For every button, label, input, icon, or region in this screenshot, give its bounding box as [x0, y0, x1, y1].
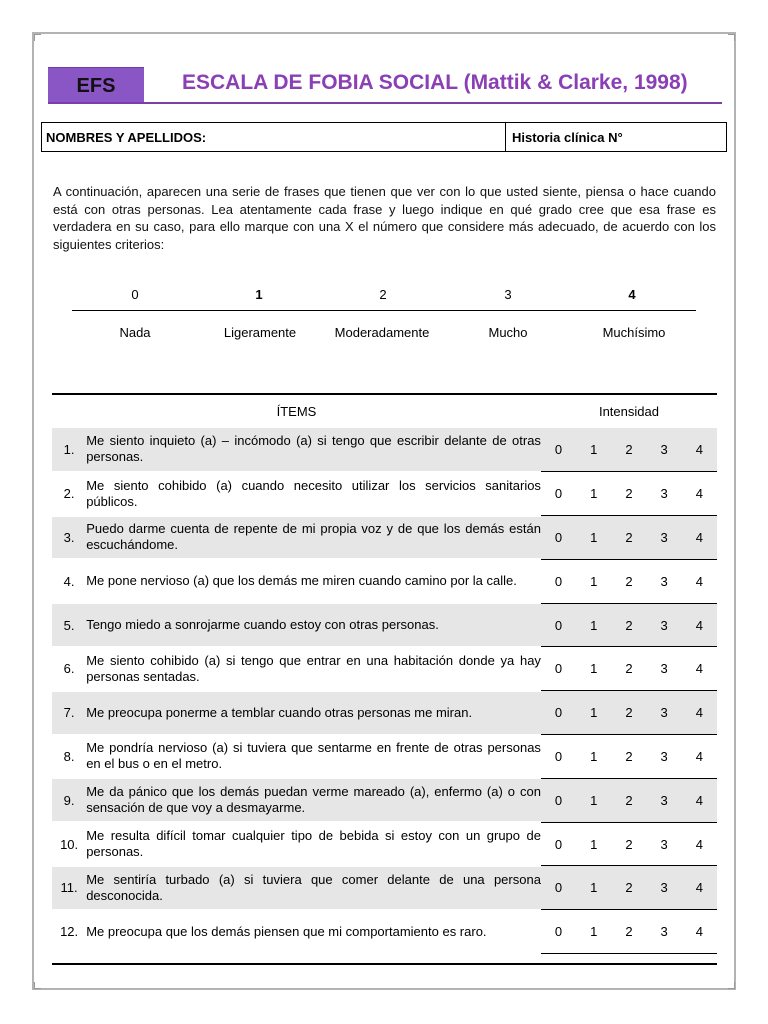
- item-number: 2.: [52, 472, 86, 516]
- intensity-option-4[interactable]: 4: [682, 910, 717, 954]
- intensity-option-0[interactable]: 0: [541, 691, 576, 735]
- intensity-option-2[interactable]: 2: [611, 516, 646, 560]
- table-row: [52, 778, 717, 822]
- intensity-option-4[interactable]: 4: [682, 516, 717, 560]
- item-text: Me siento cohibido (a) si tengo que entrar en una habitación donde ya hay personas sentadas.: [86, 647, 541, 691]
- intensity-option-4[interactable]: 4: [682, 691, 717, 735]
- intensity-option-0[interactable]: 0: [541, 516, 576, 560]
- table-row: [52, 428, 717, 472]
- corner-mark-top-left: [34, 34, 41, 41]
- item-number: 12.: [52, 910, 86, 954]
- intensity-option-0[interactable]: 0: [541, 778, 576, 822]
- intensity-option-1[interactable]: 1: [576, 866, 611, 910]
- table-row: [52, 603, 717, 647]
- item-number: 1.: [52, 428, 86, 472]
- intensity-option-1[interactable]: 1: [576, 778, 611, 822]
- item-number: 7.: [52, 691, 86, 735]
- item-number: 4.: [52, 559, 86, 603]
- table-row: [52, 910, 717, 954]
- intensity-option-3[interactable]: 3: [647, 428, 682, 472]
- intensity-option-4[interactable]: 4: [682, 866, 717, 910]
- scale-value-3: 3: [504, 287, 512, 302]
- corner-mark-bottom-left: [34, 982, 41, 989]
- corner-mark-top-right: [728, 34, 735, 41]
- intensity-option-2[interactable]: 2: [611, 691, 646, 735]
- item-text: Me preocupa ponerme a temblar cuando otras personas me miran.: [86, 691, 541, 735]
- item-number: 10.: [52, 822, 86, 866]
- intensity-option-0[interactable]: 0: [541, 472, 576, 516]
- name-field[interactable]: NOMBRES Y APELLIDOS:: [42, 123, 506, 151]
- intensity-option-3[interactable]: 3: [647, 559, 682, 603]
- items-body: [52, 428, 717, 954]
- intensity-option-2[interactable]: 2: [611, 647, 646, 691]
- intensity-option-0[interactable]: 0: [541, 910, 576, 954]
- table-header-row: [52, 394, 717, 428]
- scale-divider: [72, 310, 696, 311]
- scale-value-2: 2: [379, 287, 387, 302]
- item-number: 5.: [52, 603, 86, 647]
- intensity-option-2[interactable]: 2: [611, 910, 646, 954]
- intensity-option-3[interactable]: 3: [647, 603, 682, 647]
- intensity-option-4[interactable]: 4: [682, 603, 717, 647]
- intensity-option-3[interactable]: 3: [647, 910, 682, 954]
- intensity-option-2[interactable]: 2: [611, 822, 646, 866]
- intensity-option-4[interactable]: 4: [682, 428, 717, 472]
- item-text: Me preocupa que los demás piensen que mi comportamiento es raro.: [86, 910, 541, 954]
- scale-value-1: 1: [255, 287, 263, 302]
- intensity-option-0[interactable]: 0: [541, 428, 576, 472]
- intensity-option-1[interactable]: 1: [576, 910, 611, 954]
- item-number: 3.: [52, 516, 86, 560]
- intensity-option-2[interactable]: 2: [611, 866, 646, 910]
- intensity-option-1[interactable]: 1: [576, 603, 611, 647]
- table-row: [52, 691, 717, 735]
- item-text: Me siento inquieto (a) – incómodo (a) si tengo que escribir delante de otras personas.: [86, 428, 541, 472]
- item-text: Me pondría nervioso (a) si tuviera que sentarme en frente de otras personas en el bus o en el metro.: [86, 735, 541, 779]
- intensity-option-3[interactable]: 3: [647, 866, 682, 910]
- intensity-option-2[interactable]: 2: [611, 603, 646, 647]
- item-text: Me siento cohibido (a) cuando necesito utilizar los servicios sanitarios públicos.: [86, 472, 541, 516]
- intensity-option-1[interactable]: 1: [576, 516, 611, 560]
- item-number: 11.: [52, 866, 86, 910]
- item-number: 9.: [52, 778, 86, 822]
- intensity-option-2[interactable]: 2: [611, 778, 646, 822]
- intensity-option-4[interactable]: 4: [682, 559, 717, 603]
- intensity-option-4[interactable]: 4: [682, 647, 717, 691]
- title-underline: [48, 102, 722, 104]
- table-row: [52, 516, 717, 560]
- item-text: Me resulta difícil tomar cualquier tipo de bebida si estoy con un grupo de personas.: [86, 822, 541, 866]
- intensity-option-2[interactable]: 2: [611, 559, 646, 603]
- intensity-option-1[interactable]: 1: [576, 822, 611, 866]
- scale-label-2: Moderadamente: [334, 325, 430, 340]
- instructions: A continuación, aparecen una serie de frases que tienen que ver con lo que usted siente, piensa o hace cuando está con otras personas. Lea atentamente cada frase y luego indique en qué grado cree que esa frase es verdadera en su caso, para ello marque con una X el número que considere más adecuado, de acuerdo con los siguientes criterios:: [53, 184, 716, 252]
- table-row: [52, 866, 717, 910]
- intensity-option-3[interactable]: 3: [647, 778, 682, 822]
- intensity-option-3[interactable]: 3: [647, 516, 682, 560]
- intensity-option-2[interactable]: 2: [611, 735, 646, 779]
- table-row: [52, 822, 717, 866]
- corner-mark-bottom-right: [728, 982, 735, 989]
- intensity-option-0[interactable]: 0: [541, 603, 576, 647]
- scale-value-0: 0: [131, 287, 139, 302]
- intensity-header: Intensidad: [541, 394, 717, 428]
- intensity-option-3[interactable]: 3: [647, 822, 682, 866]
- scale-label-0: Nada: [119, 325, 151, 340]
- intensity-option-0[interactable]: 0: [541, 559, 576, 603]
- identification-row: [41, 122, 727, 152]
- intensity-option-3[interactable]: 3: [647, 647, 682, 691]
- intensity-option-1[interactable]: 1: [576, 559, 611, 603]
- table-row: [52, 472, 717, 516]
- record-number-field[interactable]: Historia clínica N°: [512, 129, 623, 145]
- intensity-option-2[interactable]: 2: [611, 472, 646, 516]
- intensity-option-0[interactable]: 0: [541, 822, 576, 866]
- item-text: Puedo darme cuenta de repente de mi propia voz y de que los demás están escuchándome.: [86, 516, 541, 560]
- intensity-option-3[interactable]: 3: [647, 691, 682, 735]
- intensity-option-0[interactable]: 0: [541, 647, 576, 691]
- page-title: ESCALA DE FOBIA SOCIAL (Mattik & Clarke, 1998): [182, 71, 688, 94]
- item-text: Tengo miedo a sonrojarme cuando estoy con otras personas.: [86, 603, 541, 647]
- item-text: Me pone nervioso (a) que los demás me miren cuando camino por la calle.: [86, 559, 541, 603]
- intensity-option-1[interactable]: 1: [576, 647, 611, 691]
- scale-label-1: Ligeramente: [223, 325, 297, 340]
- item-number: 8.: [52, 735, 86, 779]
- item-text: Me da pánico que los demás puedan verme mareado (a), enfermo (a) o con sensación de que voy a desmayarme.: [86, 778, 541, 822]
- intensity-option-3[interactable]: 3: [647, 472, 682, 516]
- items-header: ÍTEMS: [52, 394, 541, 428]
- intensity-option-1[interactable]: 1: [576, 735, 611, 779]
- intensity-option-0[interactable]: 0: [541, 866, 576, 910]
- intensity-option-4[interactable]: 4: [682, 472, 717, 516]
- scale-value-4: 4: [628, 287, 636, 302]
- intensity-option-1[interactable]: 1: [576, 472, 611, 516]
- items-table: [52, 393, 717, 955]
- table-row: [52, 735, 717, 779]
- intensity-option-1[interactable]: 1: [576, 428, 611, 472]
- scale-label-3: Mucho: [488, 325, 528, 340]
- intensity-option-4[interactable]: 4: [682, 735, 717, 779]
- intensity-option-4[interactable]: 4: [682, 778, 717, 822]
- intensity-option-1[interactable]: 1: [576, 691, 611, 735]
- intensity-option-2[interactable]: 2: [611, 428, 646, 472]
- item-text: Me sentiría turbado (a) si tuviera que comer delante de una persona desconocida.: [86, 866, 541, 910]
- table-row: [52, 647, 717, 691]
- intensity-option-4[interactable]: 4: [682, 822, 717, 866]
- scale-code-badge: EFS: [48, 67, 144, 104]
- table-row: [52, 559, 717, 603]
- scale-label-4: Muchísimo: [602, 325, 666, 340]
- table-bottom-rule: [52, 963, 717, 965]
- intensity-option-0[interactable]: 0: [541, 735, 576, 779]
- intensity-option-3[interactable]: 3: [647, 735, 682, 779]
- item-number: 6.: [52, 647, 86, 691]
